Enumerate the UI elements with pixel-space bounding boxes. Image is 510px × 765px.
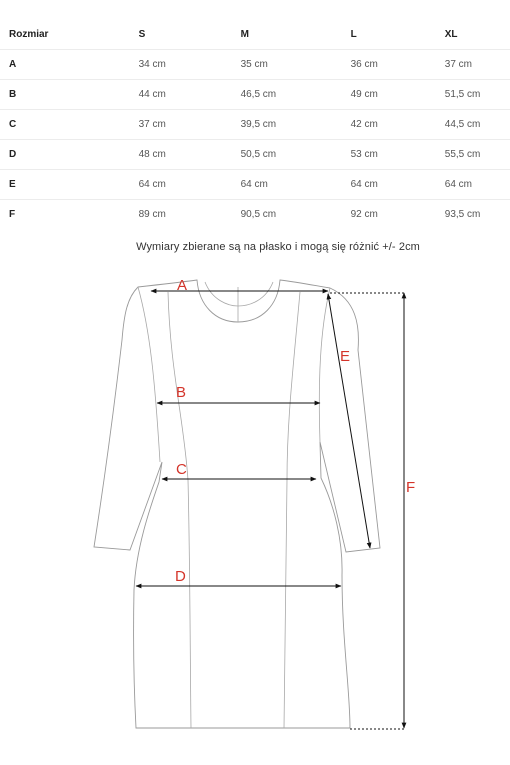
- header-s: S: [139, 20, 241, 50]
- label-d: D: [175, 568, 186, 585]
- table-cell: 92 cm: [350, 209, 378, 220]
- table-cell: 37 cm: [139, 110, 241, 140]
- label-c: C: [176, 461, 187, 478]
- row-key: A: [0, 50, 139, 80]
- header-xl: XL: [445, 20, 510, 50]
- neckline-inner: [205, 282, 273, 306]
- row-key: E: [0, 170, 139, 200]
- table-cell: 36 cm: [351, 50, 445, 80]
- row-key: D: [0, 140, 139, 170]
- table-cell: 89 cm: [138, 209, 166, 220]
- measure-e-arrow: [328, 294, 370, 548]
- row-key: B: [0, 80, 139, 110]
- table-cell: 35 cm: [241, 50, 351, 80]
- row-key: C: [0, 110, 139, 140]
- table-cell: 55,5 cm: [445, 140, 510, 170]
- left-armhole-seam: [138, 287, 160, 462]
- table-cell: 64 cm: [241, 170, 351, 200]
- table-cell: 48 cm: [139, 140, 241, 170]
- header-size: Rozmiar: [0, 20, 139, 50]
- label-b: B: [176, 384, 187, 401]
- right-princess-seam: [284, 292, 300, 728]
- table-cell: 93,5 cm: [444, 209, 481, 220]
- table-cell: 37 cm: [445, 50, 510, 80]
- table-cell: 53 cm: [351, 140, 445, 170]
- measurement-note-text: Wymiary zbierane są na płasko i mogą się różnić +/- 2cm: [136, 241, 420, 253]
- table-cell: 64 cm: [139, 170, 241, 200]
- label-e: E: [340, 348, 351, 365]
- table-cell: 51,5 cm: [445, 80, 510, 110]
- table-cell: 64 cm: [445, 170, 510, 200]
- table-cell: 64 cm: [351, 170, 445, 200]
- label-a: A: [177, 277, 188, 294]
- header-m: M: [241, 20, 351, 50]
- table-cell: 50,5 cm: [241, 140, 351, 170]
- table-cell: 44,5 cm: [445, 110, 510, 140]
- right-armhole-seam: [319, 288, 330, 442]
- table-cell: 39,5 cm: [241, 110, 351, 140]
- table-cell: 44 cm: [139, 80, 241, 110]
- label-f: F: [406, 479, 416, 496]
- table-cell: 90,5 cm: [240, 209, 277, 220]
- table-cell: 42 cm: [351, 110, 445, 140]
- header-l: L: [351, 20, 445, 50]
- left-princess-seam: [168, 292, 191, 728]
- row-key: F: [9, 209, 16, 220]
- table-cell: 46,5 cm: [241, 80, 351, 110]
- table-cell: 34 cm: [139, 50, 241, 80]
- table-cell: 49 cm: [351, 80, 445, 110]
